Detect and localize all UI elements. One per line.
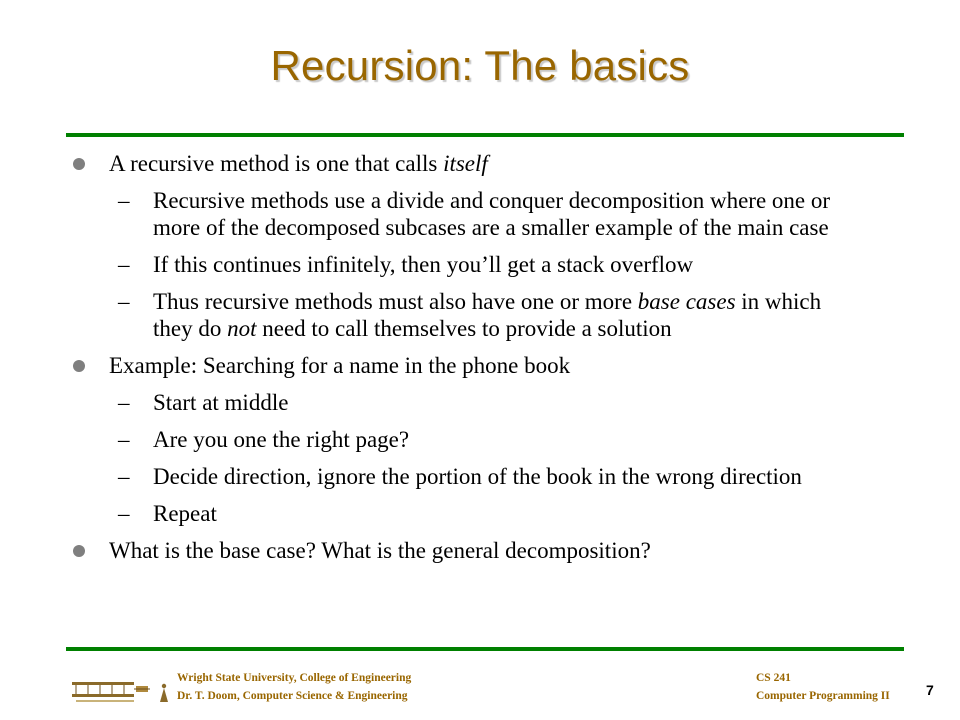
bullet-item (72, 150, 862, 177)
sub-item (72, 463, 862, 490)
sub-item-emphasis: base cases (637, 289, 736, 314)
sub-item (72, 500, 862, 527)
bullet-item (72, 352, 862, 379)
bullet-text: What is the base case? What is the general decomposition? (109, 538, 651, 563)
dash-marker: – (118, 289, 130, 314)
slide-title: Recursion: The basics (270, 42, 690, 89)
sub-item-text: Recursive methods use a divide and conquer decomposition where one or more of the decomposed subcases are a smaller example of the main case (153, 188, 831, 240)
sub-item (72, 426, 862, 453)
dash-marker: – (118, 188, 130, 213)
footer-rule (66, 647, 904, 651)
dash-marker: – (118, 390, 130, 415)
footer-course-name: Computer Programming II (756, 690, 890, 702)
sub-item-text: Start at middle (153, 390, 289, 415)
footer-instructor: Dr. T. Doom, Computer Science & Engineering (177, 690, 408, 702)
bullet-item (72, 537, 862, 564)
sub-item-text: Repeat (153, 501, 217, 526)
sub-item-text: need to call themselves to provide a solution (256, 316, 672, 341)
round-bullet-icon (73, 360, 85, 372)
round-bullet-icon (73, 158, 85, 170)
sub-item (72, 389, 862, 416)
sub-item-text: in which they do (153, 289, 822, 341)
sub-item-text: Are you one the right page? (153, 427, 410, 452)
dash-marker: – (118, 501, 130, 526)
sub-item (72, 187, 862, 241)
dash-marker: – (118, 427, 130, 452)
footer-university: Wright State University, College of Engineering (177, 672, 412, 684)
slide-content (72, 150, 862, 574)
sub-item-emphasis: not (227, 316, 257, 341)
wright-flyer-logo-icon (70, 676, 180, 706)
sub-item-text: If this continues infinitely, then you’ll get a stack overflow (153, 252, 694, 277)
bullet-text: A recursive method is one that calls (109, 151, 444, 176)
footer-course-code: CS 241 (756, 672, 791, 684)
bullet-text: Example: Searching for a name in the phone book (109, 353, 571, 378)
dash-marker: – (118, 252, 130, 277)
bullet-emphasis: itself (443, 151, 488, 176)
sub-item-text: Thus recursive methods must also have one or more (153, 289, 638, 314)
sub-item (72, 288, 862, 342)
round-bullet-icon (73, 545, 85, 557)
title-rule (66, 133, 904, 137)
page-number: 7 (926, 682, 934, 698)
sub-item (72, 251, 862, 278)
sub-item-text: Decide direction, ignore the portion of the book in the wrong direction (153, 464, 802, 489)
dash-marker: – (118, 464, 130, 489)
